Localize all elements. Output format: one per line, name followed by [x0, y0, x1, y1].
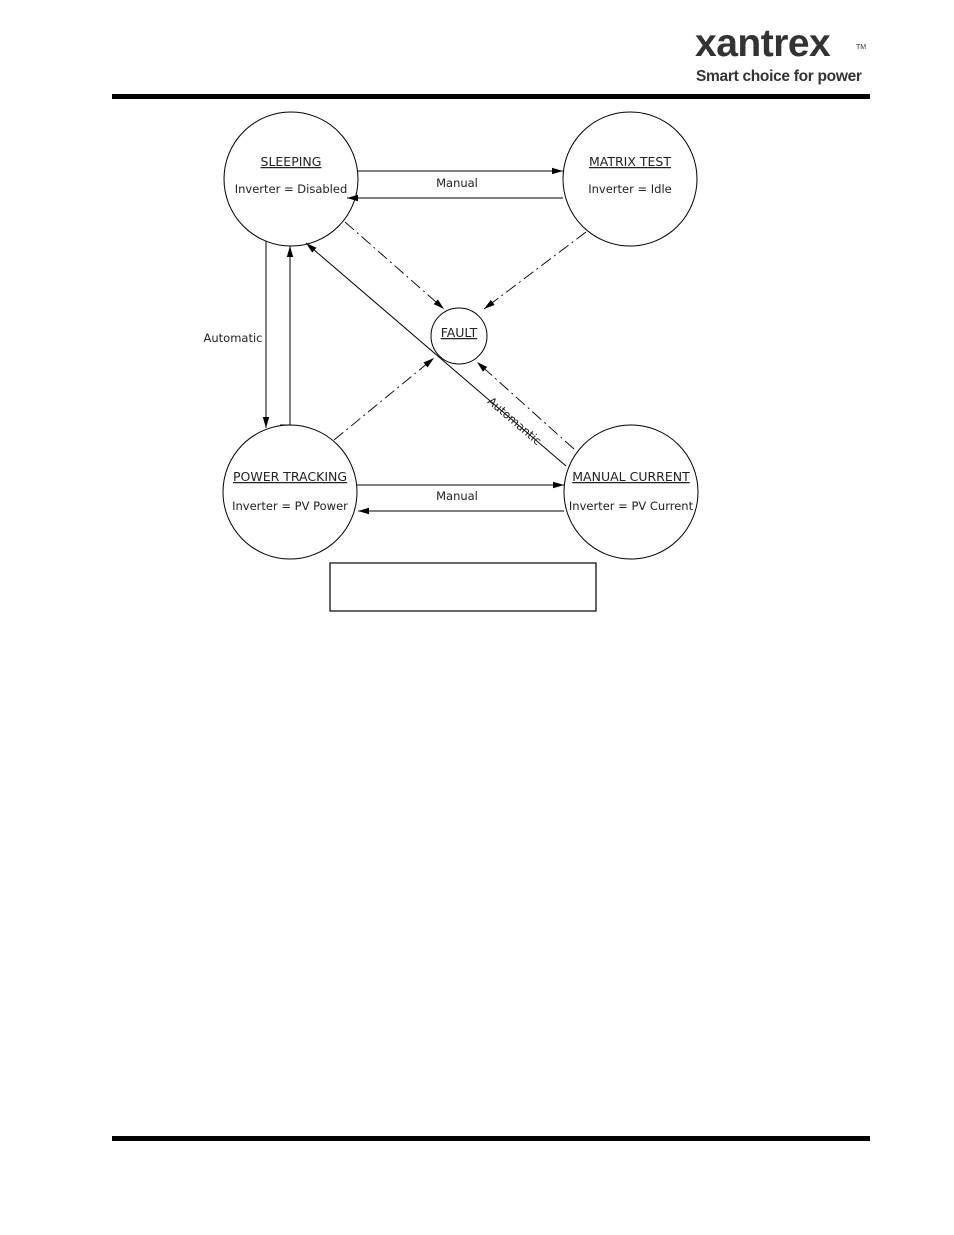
state-matrix-test-desc: Inverter = Idle — [588, 182, 672, 196]
caption-box — [330, 563, 596, 611]
state-sleeping — [224, 112, 358, 246]
state-manual-current-desc: Inverter = PV Current — [568, 499, 694, 513]
state-matrix-test — [563, 112, 697, 246]
state-fault — [431, 308, 487, 364]
logo-tagline: Smart choice for power — [696, 68, 862, 85]
label-automatic-diagonal: Automantic — [484, 394, 545, 448]
state-fault-title: FAULT — [440, 325, 478, 340]
label-manual-bottom: Manual — [436, 489, 478, 503]
logo-wordmark: xantrex — [695, 22, 831, 65]
arrow-sleeping-to-fault — [345, 222, 444, 309]
logo-trademark: TM — [856, 44, 867, 51]
state-power-tracking — [223, 425, 357, 559]
state-manual-current-title: MANUAL CURRENT — [572, 469, 690, 484]
footer-rule — [112, 1136, 870, 1141]
state-sleeping-title: SLEEPING — [260, 154, 322, 169]
state-sleeping-desc: Inverter = Disabled — [234, 182, 348, 196]
label-automatic-left: Automatic — [203, 331, 263, 345]
state-power-tracking-desc: Inverter = PV Power — [232, 499, 348, 513]
arrow-tracking-to-fault — [334, 358, 434, 440]
state-matrix-test-title: MATRIX TEST — [588, 154, 672, 169]
arrow-tracking-to-sleeping — [280, 246, 290, 425]
label-manual-top: Manual — [436, 176, 478, 190]
state-power-tracking-title: POWER TRACKING — [232, 469, 348, 484]
arrow-matrix-to-fault — [484, 232, 586, 309]
state-manual-current — [564, 425, 698, 559]
